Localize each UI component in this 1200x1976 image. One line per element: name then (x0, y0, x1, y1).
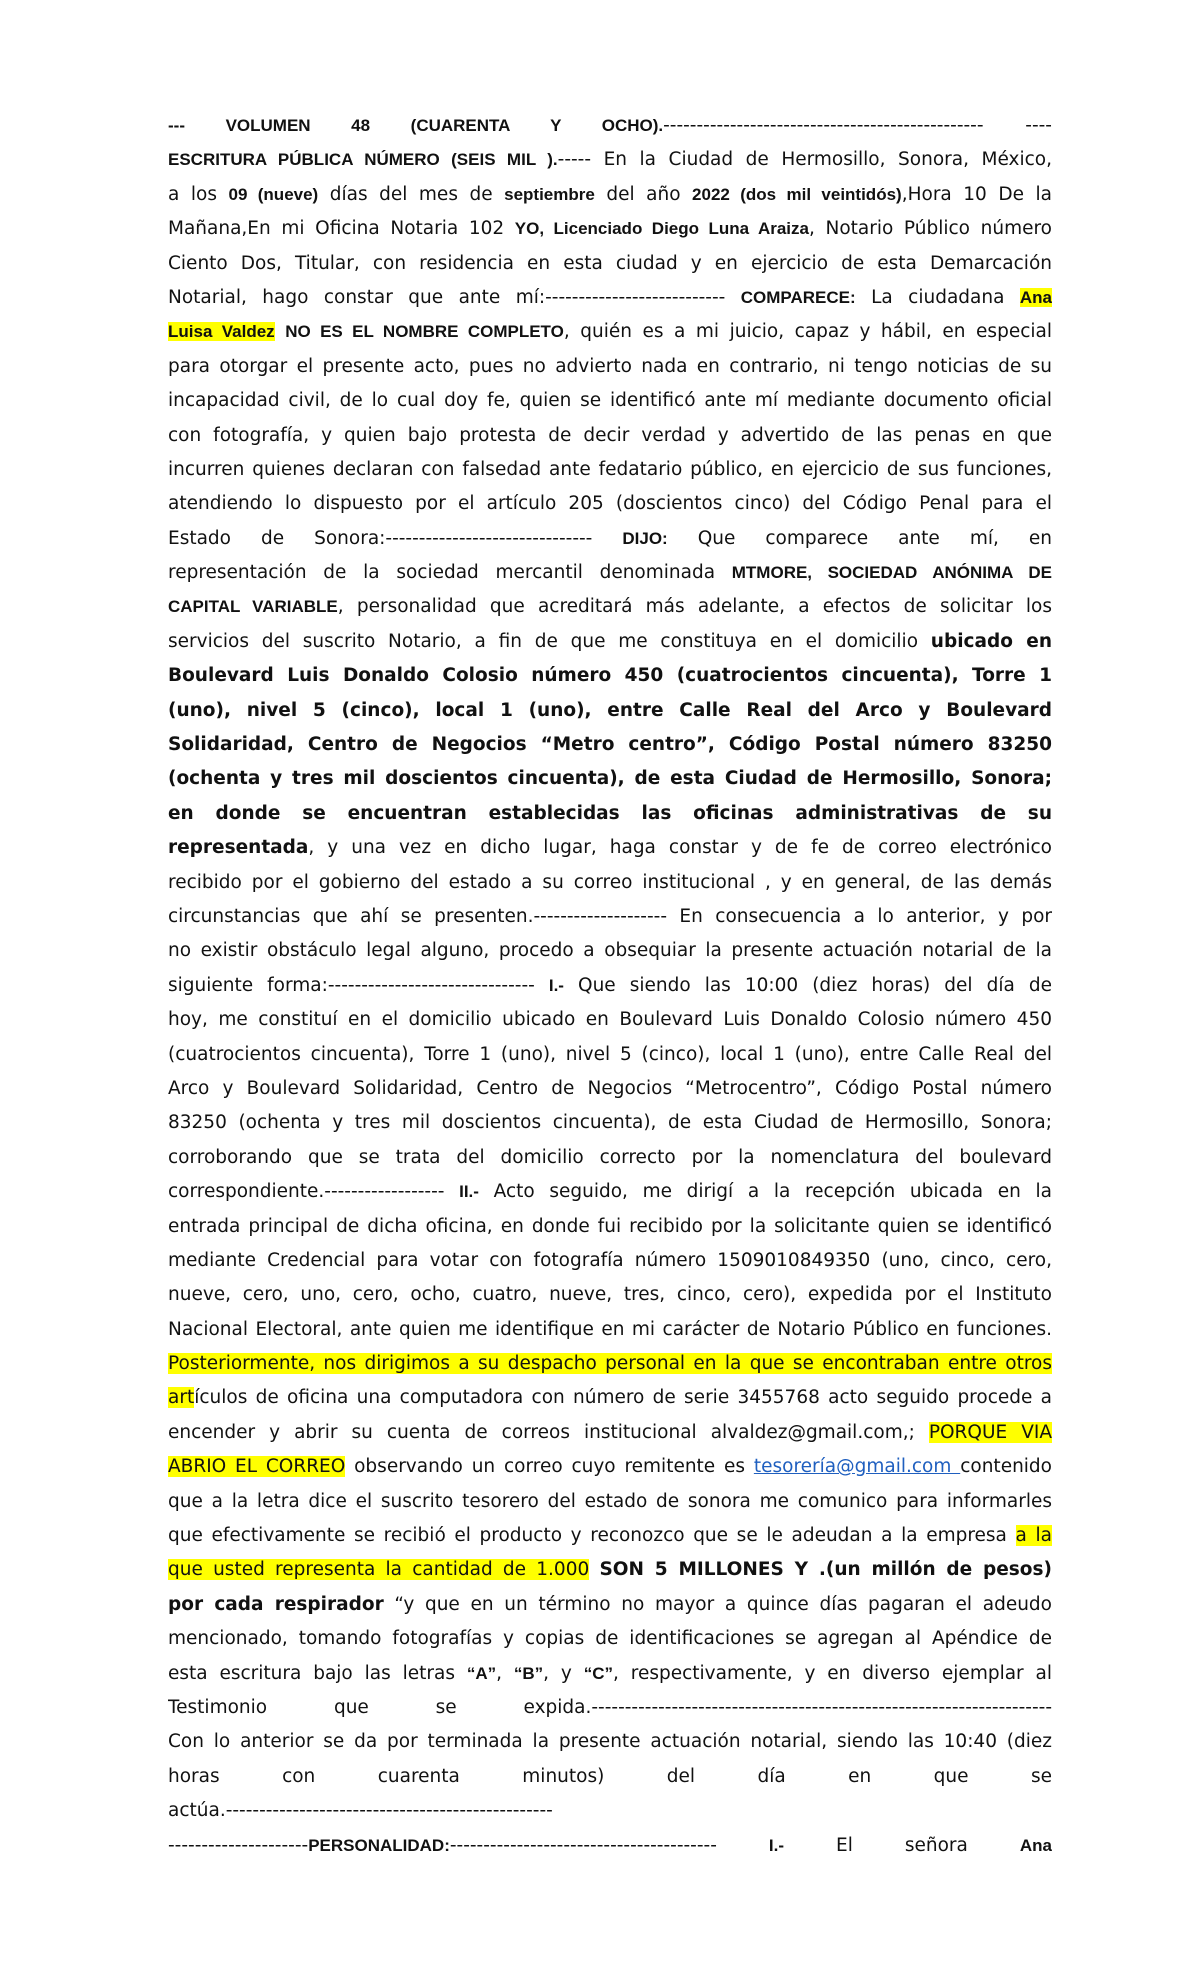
text-line (168, 1485, 1052, 1519)
text-run: Arco y Boulevard Solidaridad, Centro de Negocios “Metrocentro”, Código Postal número (168, 1077, 1052, 1099)
text-run: NO ES EL NOMBRE COMPLETO (285, 322, 564, 342)
text-run: El señora (784, 1834, 1020, 1856)
text-run: representada (168, 837, 309, 859)
text-run: ESCRITURA PÚBLICA NÚMERO (SEIS MIL ). (168, 150, 558, 170)
text-line (168, 487, 1052, 521)
text-line (168, 350, 1052, 384)
text-line (168, 419, 1052, 453)
text-run: recibido por el gobierno del estado a su correo institucional , y en general, de las demás (168, 871, 1052, 893)
text-run: ---------------------------------------- (449, 1834, 769, 1856)
text-line (168, 1381, 1052, 1415)
text-run: corroborando que se trata del domicilio correcto por la nomenclatura del boulevard (168, 1146, 1052, 1168)
text-run: siguiente forma:------------------------------- (168, 974, 549, 996)
text-line (168, 1553, 1052, 1587)
highlighted-text: Posteriormente, nos dirigimos a su despacho personal en la que se encontraban entre otros (168, 1353, 1052, 1375)
text-run: contenido (960, 1456, 1052, 1478)
text-line (168, 1244, 1052, 1278)
email-link[interactable]: tesorería@gmail.com (753, 1456, 961, 1478)
text-run: II.- (459, 1182, 479, 1202)
text-run: Nacional Electoral, ante quien me identifique en mi carácter de Notario Público en funciones. (168, 1318, 1052, 1340)
text-run: “y que en un término no mayor a quince días pagaran el adeudo (383, 1593, 1052, 1615)
text-line (168, 143, 1052, 177)
text-line (168, 1175, 1052, 1209)
text-line (168, 1347, 1052, 1381)
text-run: con fotografía, y quien bajo protesta de decir verdad y advertido de las penas en que (168, 424, 1052, 446)
text-line (168, 1519, 1052, 1553)
text-line (168, 900, 1052, 934)
text-line (168, 625, 1052, 659)
text-line (168, 969, 1052, 1003)
text-run: no existir obstáculo legal alguno, procedo a obsequiar la presente actuación notarial de la (168, 940, 1052, 962)
text-run: , respectivamente, y en diverso ejemplar al (613, 1662, 1052, 1684)
text-run: (uno), nivel 5 (cinco), local 1 (uno), entre Calle Real del Arco y Boulevard (168, 699, 1052, 721)
text-line (168, 522, 1052, 556)
text-run: actúa.------------------------------------------------- (168, 1800, 553, 1822)
text-run: COMPARECE: (740, 287, 856, 307)
text-run: YO, Licenciado Diego Luna Araiza (514, 219, 809, 239)
text-run: Notarial, hago constar que ante mí:--------------------------- (168, 286, 741, 308)
text-line (168, 1038, 1052, 1072)
highlighted-text: Ana (1019, 287, 1052, 307)
text-run: días del mes de (318, 183, 505, 205)
text-run: horas con cuarenta minutos) del día en que se (168, 1765, 1052, 1787)
text-run: Que siendo las 10:00 (diez horas) del día de (563, 974, 1052, 996)
text-run: Que comparece ante mí, en (667, 527, 1052, 549)
text-run: Boulevard Luis Donaldo Colosio número 450 (cuatrocientos cincuenta), Torre 1 (168, 665, 1052, 687)
text-line (168, 1210, 1052, 1244)
text-run: mediante Credencial para votar con fotografía número 1509010849350 (uno, cinco, cero, (168, 1249, 1052, 1271)
text-line (168, 1313, 1052, 1347)
text-run: del año (594, 183, 693, 205)
text-run: Ana (1019, 1835, 1052, 1855)
text-run: , y (543, 1662, 584, 1684)
text-run: esta escritura bajo las letras (168, 1662, 467, 1684)
highlighted-text: que usted representa la cantidad de 1.000 (168, 1559, 590, 1581)
text-run: circunstancias que ahí se presenten.-------------------- En consecuencia a lo anterior, y por (168, 905, 1052, 927)
text-run: ículos de oficina una computadora con número de serie 3455768 acto seguido procede a (194, 1387, 1052, 1409)
text-run: I.- (548, 975, 564, 995)
text-run: DIJO: (622, 528, 668, 548)
text-run: 2022 (dos mil veintidós) (692, 184, 902, 204)
text-run: , quién es a mi juicio, capaz y hábil, en especial (563, 321, 1052, 343)
text-run: correspondiente.------------------ (168, 1181, 460, 1203)
text-line (168, 384, 1052, 418)
text-run: , (496, 1662, 514, 1684)
text-run: incurren quienes declaran con falsedad ante fedatario público, en ejercicio de sus funciones, (168, 458, 1052, 480)
text-run: ----- En la Ciudad de Hermosillo, Sonora, México, (557, 149, 1052, 171)
text-run: Estado de Sonora:------------------------------- (168, 527, 623, 549)
text-run: Testimonio que se expida.--------------------------------------------------------------------- (168, 1696, 1052, 1718)
text-line (168, 1829, 1052, 1863)
text-run: (cuatrocientos cincuenta), Torre 1 (uno), nivel 5 (cinco), local 1 (uno), entre Calle Real del (168, 1043, 1052, 1065)
text-line (168, 1416, 1052, 1450)
text-run: servicios del suscrito Notario, a fin de que me constituya en el domicilio (168, 630, 931, 652)
text-run: La ciudadana (855, 286, 1020, 308)
text-line (168, 212, 1052, 246)
text-run: nueve, cero, uno, cero, ocho, cuatro, nueve, tres, cinco, cero), expedida por el Instituto (168, 1284, 1052, 1306)
highlighted-text: art (168, 1387, 195, 1409)
text-line (168, 1106, 1052, 1140)
text-line (168, 934, 1052, 968)
text-line (168, 797, 1052, 831)
text-line (168, 1003, 1052, 1037)
text-line (168, 831, 1052, 865)
text-run: a los (168, 183, 229, 205)
text-line (168, 1588, 1052, 1622)
text-run: para otorgar el presente acto, pues no advierto nada en contrario, ni tengo noticias de su (168, 355, 1052, 377)
text-run: ,Hora 10 De la (901, 183, 1052, 205)
text-run: representación de la sociedad mercantil denominada (168, 562, 732, 584)
text-run: --- VOLUMEN 48 (CUARENTA Y OCHO). (168, 116, 664, 135)
highlighted-text: a la (1015, 1525, 1052, 1547)
text-run: MTMORE, SOCIEDAD ANÓNIMA DE (731, 563, 1052, 583)
text-line (168, 1450, 1052, 1484)
text-run: Ciento Dos, Titular, con residencia en esta ciudad y en ejercicio de esta Demarcación (168, 252, 1052, 274)
text-run (275, 321, 286, 342)
text-run: incapacidad civil, de lo cual doy fe, quien se identificó ante mí mediante documento oficial (168, 390, 1052, 412)
text-line (168, 178, 1052, 212)
text-run: Acto seguido, me dirigí a la recepción ubicada en la (478, 1181, 1052, 1203)
text-line (168, 728, 1052, 762)
highlighted-text: PORQUE VIA (928, 1421, 1052, 1443)
text-run: I.- (768, 1835, 784, 1855)
text-run: que efectivamente se recibió el producto y reconozco que se le adeudan a la empresa (168, 1525, 1016, 1547)
text-run: --------------------- (168, 1834, 309, 1856)
text-line (168, 1141, 1052, 1175)
text-run: ------------------------------------------------ ---- (663, 115, 1052, 136)
text-run: por cada respirador (168, 1593, 384, 1615)
text-run: , Notario Público número (808, 218, 1052, 240)
text-run: Mañana,En mi Oficina Notaria 102 (168, 218, 515, 240)
text-line (168, 315, 1052, 349)
text-line (168, 1691, 1052, 1725)
text-run: mencionado, tomando fotografías y copias de identificaciones se agregan al Apéndice de (168, 1628, 1052, 1650)
text-run: 09 (nueve) (228, 184, 319, 204)
text-run: “A” (466, 1663, 497, 1683)
text-line (168, 1622, 1052, 1656)
text-run: PERSONALIDAD: (308, 1835, 450, 1855)
text-line (168, 453, 1052, 487)
text-run: atendiendo lo dispuesto por el artículo 205 (doscientos cinco) del Código Penal para el (168, 493, 1052, 515)
text-line (168, 1278, 1052, 1312)
text-run (589, 1559, 599, 1580)
highlighted-text: ABRIO EL CORREO (168, 1456, 346, 1478)
text-line (168, 109, 1052, 143)
text-line (168, 1794, 1052, 1828)
text-run: Solidaridad, Centro de Negocios “Metro centro”, Código Postal número 83250 (168, 734, 1052, 756)
text-line (168, 281, 1052, 315)
text-run: encender y abrir su cuenta de correos institucional alvaldez@gmail.com,; (168, 1421, 929, 1443)
text-run: hoy, me constituí en el domicilio ubicado en Boulevard Luis Donaldo Colosio número 450 (168, 1009, 1052, 1031)
text-run: entrada principal de dicha oficina, en donde fui recibido por la solicitante quien se identificó (168, 1215, 1052, 1237)
text-run: en donde se encuentran establecidas las oficinas administrativas de su (168, 802, 1052, 824)
text-run: (ochenta y tres mil doscientos cincuenta), de esta Ciudad de Hermosillo, Sonora; (168, 768, 1052, 790)
text-run: Con lo anterior se da por terminada la presente actuación notarial, siendo las 10:40 (diez (168, 1731, 1052, 1753)
text-run: SON 5 MILLONES Y .(un millón de pesos) (599, 1559, 1052, 1581)
text-run: 83250 (ochenta y tres mil doscientos cincuenta), de esta Ciudad de Hermosillo, Sonora; (168, 1112, 1052, 1134)
text-run: CAPITAL VARIABLE (168, 597, 338, 617)
text-line (168, 762, 1052, 796)
text-line (168, 694, 1052, 728)
text-line (168, 1760, 1052, 1794)
text-line (168, 556, 1052, 590)
text-line (168, 866, 1052, 900)
highlighted-text: Luisa Valdez (168, 322, 275, 342)
text-line (168, 1072, 1052, 1106)
text-run: , y una vez en dicho lugar, haga constar y de fe de correo electrónico (308, 837, 1052, 859)
text-run: observando un correo cuyo remitente es (345, 1456, 754, 1478)
text-run: “B” (513, 1663, 544, 1683)
text-line (168, 247, 1052, 281)
text-line (168, 1725, 1052, 1759)
text-run: que a la letra dice el suscrito tesorero del estado de sonora me comunico para informarles (168, 1490, 1052, 1512)
text-run: “C” (583, 1663, 614, 1683)
text-run: , personalidad que acreditará más adelante, a efectos de solicitar los (337, 596, 1052, 618)
text-line (168, 659, 1052, 693)
text-run: septiembre (504, 184, 595, 204)
text-line (168, 1657, 1052, 1691)
text-line (168, 590, 1052, 624)
document-body (168, 109, 1052, 1863)
text-run: ubicado en (930, 630, 1052, 652)
